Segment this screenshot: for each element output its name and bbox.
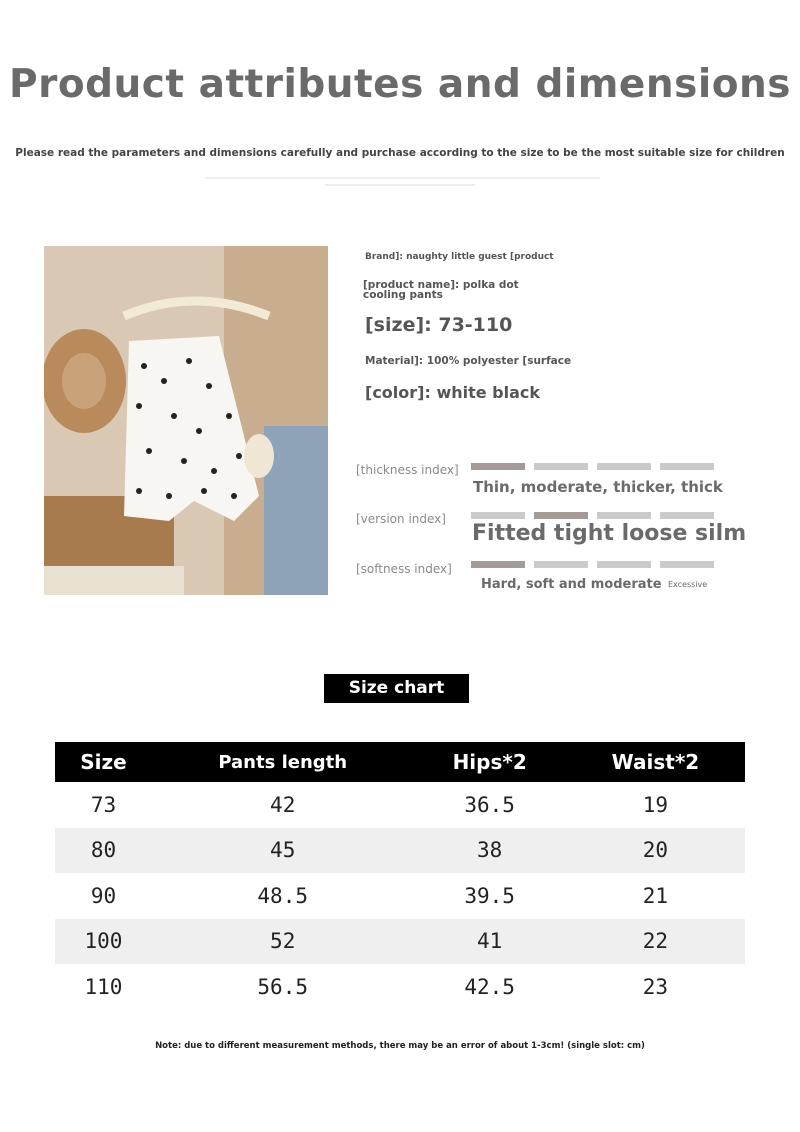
size-chart-label: Size chart: [324, 674, 469, 703]
table-row: [55, 828, 745, 874]
header-pants-length: Pants length: [152, 742, 414, 782]
table-cell: 73: [90, 792, 117, 817]
table-cell: 23: [642, 974, 669, 999]
attr-size: [size]: 73-110: [365, 314, 513, 336]
table-cell: 100: [55, 919, 152, 965]
table-cell: 52: [152, 919, 414, 965]
table-cell: 48.5: [257, 883, 308, 908]
header-hips: Hips*2: [413, 742, 565, 782]
table-cell: 21: [642, 883, 669, 908]
table-cell: 38: [413, 828, 565, 874]
table-cell: 42: [270, 792, 296, 817]
table-cell: 45: [152, 828, 414, 874]
index-bar: [471, 561, 525, 568]
index-bar: [660, 561, 714, 568]
table-row: [55, 964, 745, 1010]
table-row: [55, 919, 745, 965]
table-cell: 20: [566, 828, 745, 874]
faint-divider: [205, 177, 600, 179]
index-bar: [660, 463, 714, 470]
thickness-index-label: [thickness index]: [356, 463, 459, 477]
index-bar: [471, 463, 525, 470]
measurement-note: Note: due to different measurement methods, there may be an error of about 1-3cm! (single slot: cm): [155, 1041, 645, 1051]
table-cell: 39.5: [464, 883, 515, 908]
header-waist: Waist*2: [566, 742, 745, 782]
attr-material: Material]: 100% polyester [surface: [365, 355, 572, 367]
version-index-text: Fitted tight loose silm: [472, 521, 747, 546]
page-title: Product attributes and dimensions: [9, 62, 791, 107]
table-cell: 42.5: [464, 974, 515, 999]
table-cell: 41: [413, 919, 565, 965]
index-bar: [597, 561, 651, 568]
thickness-index-text: Thin, moderate, thicker, thick: [473, 478, 723, 496]
index-bar: [597, 512, 651, 519]
softness-index-text: Hard, soft and moderate: [481, 577, 662, 592]
index-bar: [597, 463, 651, 470]
page-subtitle: Please read the parameters and dimensions carefully and purchase according to the size to be the most suitable size for children: [15, 147, 785, 159]
version-index-label: [version index]: [356, 512, 446, 526]
attr-brand: Brand]: naughty little guest [product: [365, 252, 554, 262]
attr-color: [color]: white black: [365, 383, 541, 402]
table-cell: 90: [90, 883, 117, 908]
table-cell: 56.5: [257, 974, 308, 999]
table-cell: 22: [566, 919, 745, 965]
index-bar: [534, 561, 588, 568]
table-cell: 80: [55, 828, 152, 874]
index-bar: [534, 463, 588, 470]
softness-index-extra: Excessive: [668, 580, 708, 589]
index-bar: [471, 512, 525, 519]
index-bar: [534, 512, 588, 519]
attr-product-name: [product name]: polka dot cooling pants: [363, 279, 519, 301]
table-row: [55, 782, 745, 828]
size-chart-table: [55, 742, 745, 1010]
index-bar: [660, 512, 714, 519]
softness-index-label: [softness index]: [356, 562, 452, 576]
faint-divider: [325, 184, 475, 186]
header-size: Size: [55, 742, 152, 782]
table-row: [55, 873, 745, 919]
table-cell: 36.5: [464, 792, 515, 817]
product-photo: [44, 246, 328, 595]
table-cell: 19: [642, 792, 669, 817]
table-cell: 110: [84, 974, 123, 999]
